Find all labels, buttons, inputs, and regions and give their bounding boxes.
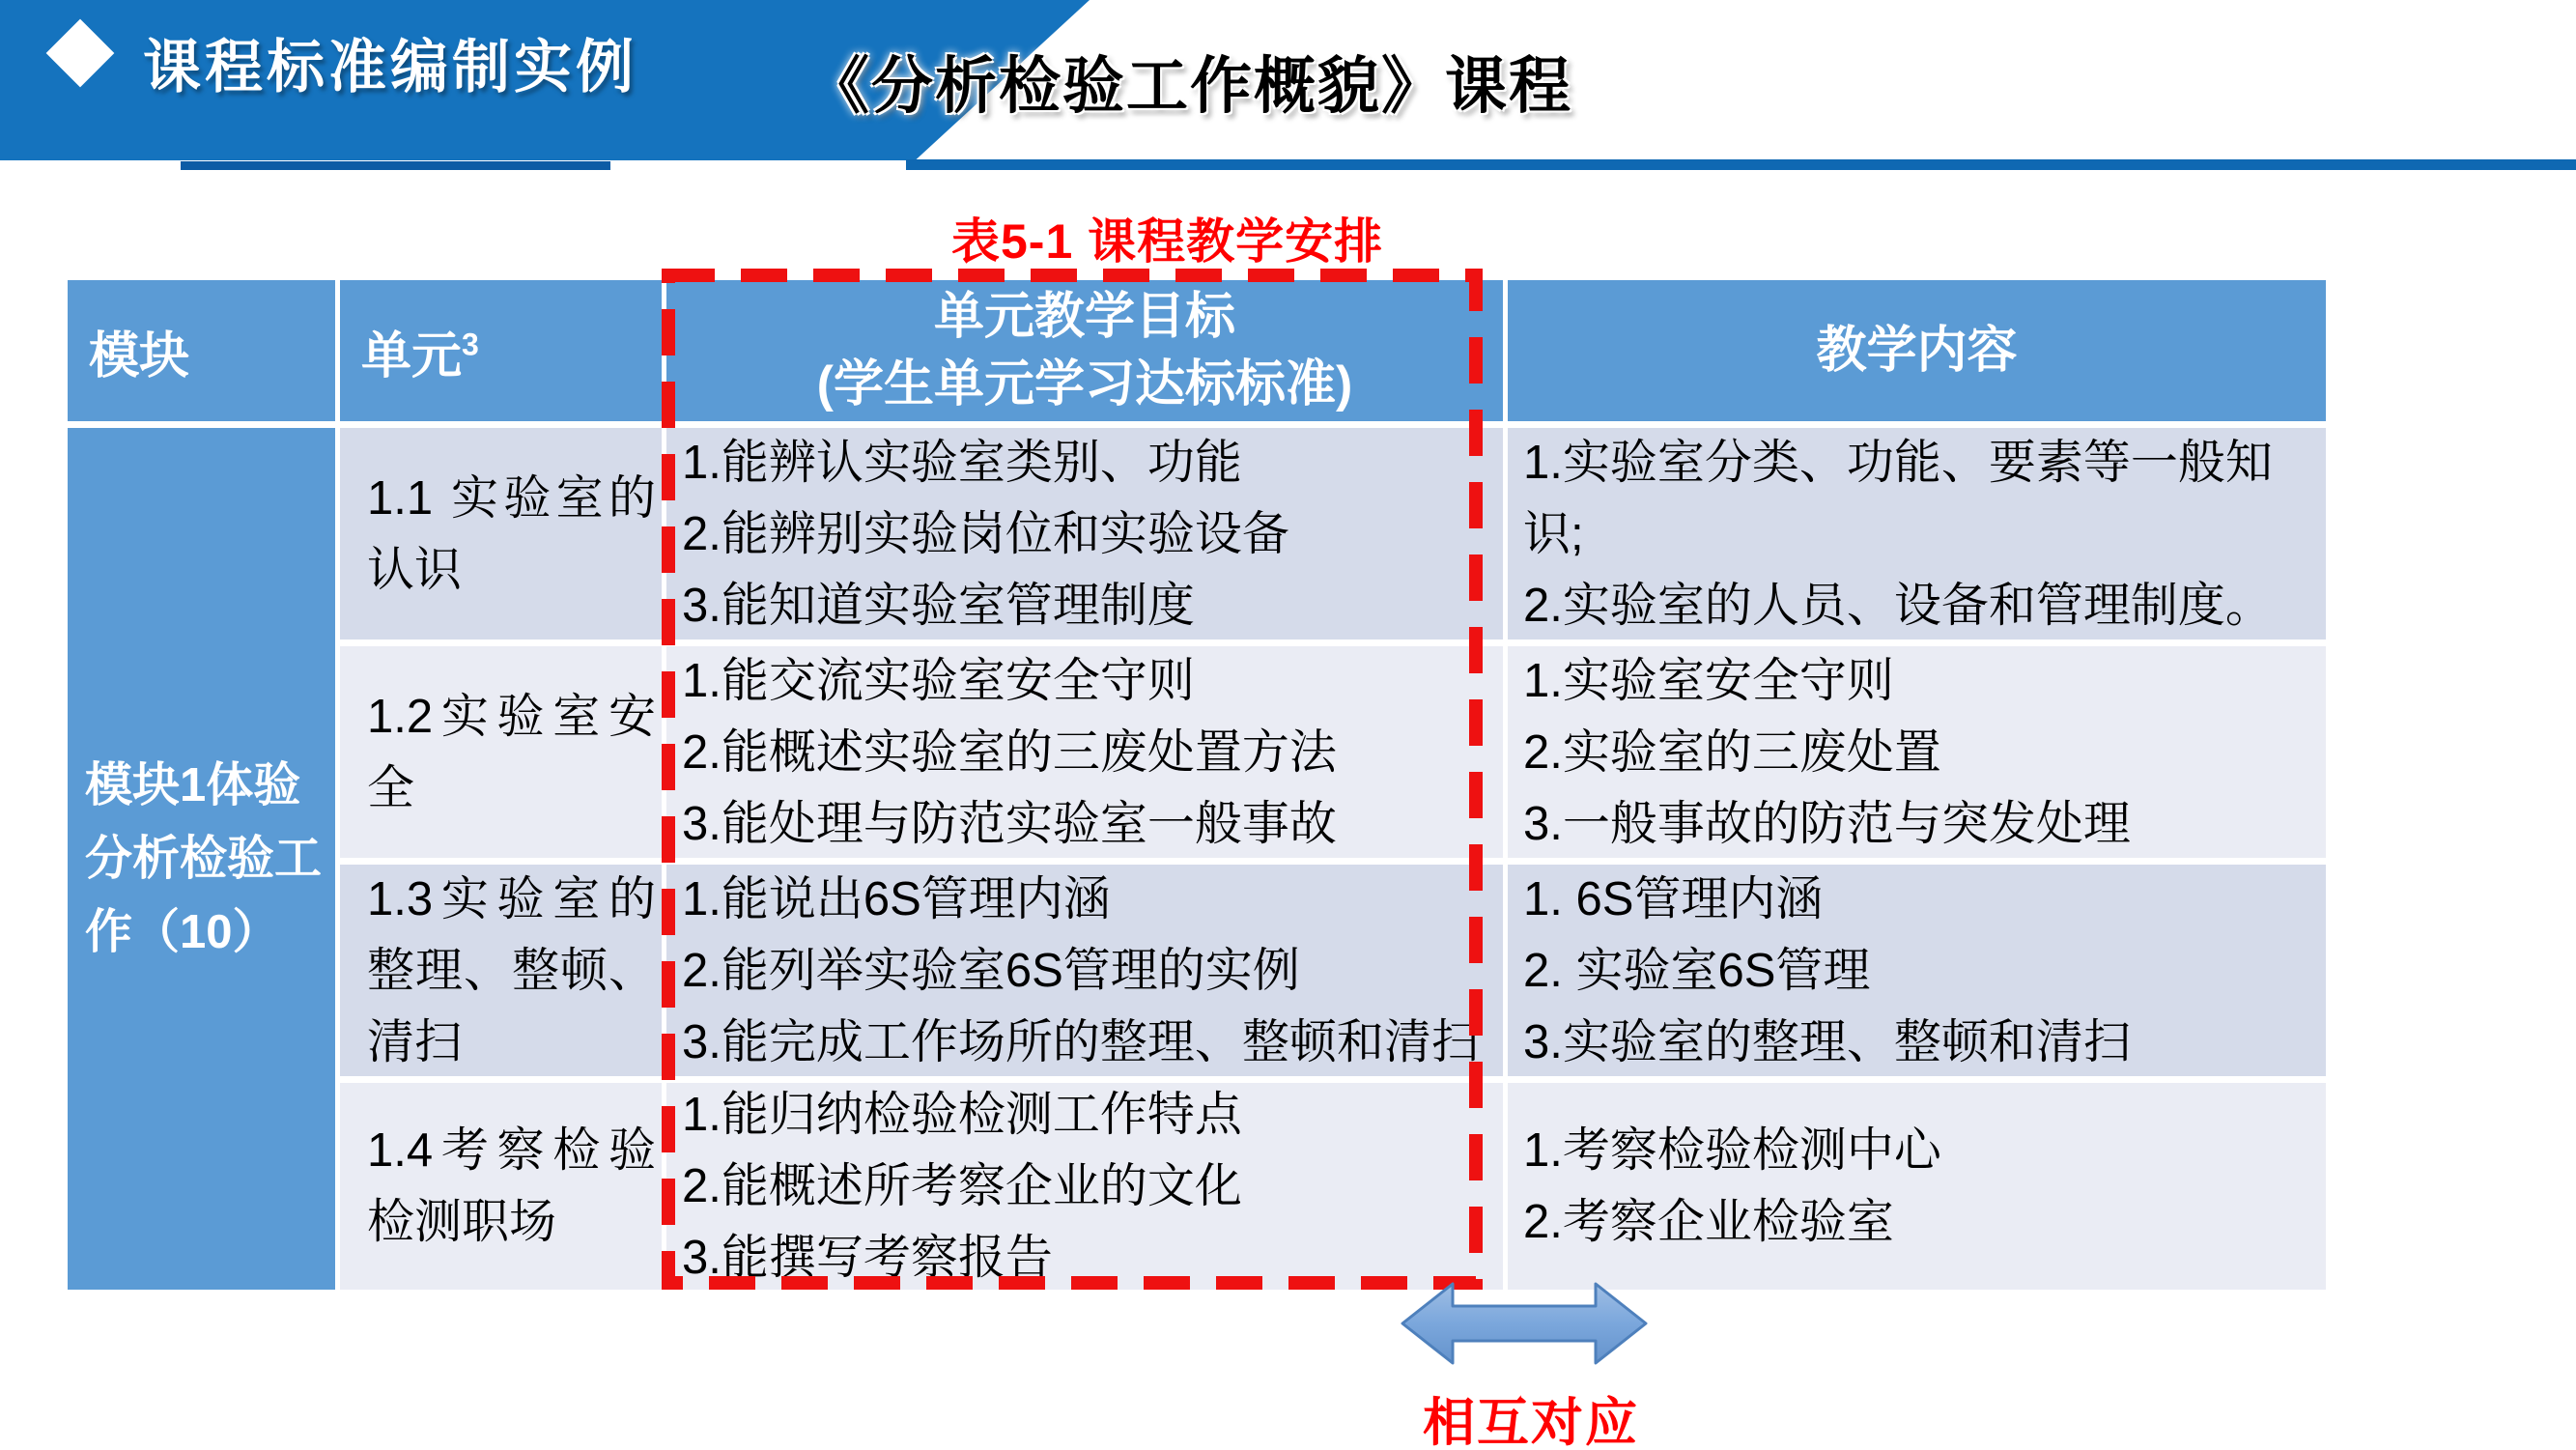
col-header-module-label: 模块 xyxy=(89,327,190,384)
objective-item: 1.能说出6S管理内涵 xyxy=(682,872,1111,925)
objective-item: 2.能概述实验室的三废处置方法 xyxy=(682,725,1337,779)
table-row-2-content xyxy=(1508,646,2326,858)
objective-item: 1.能辨认实验室类别、功能 xyxy=(682,436,1242,489)
col-header-unit xyxy=(340,280,662,421)
col-header-content xyxy=(1508,280,2326,421)
header-rule xyxy=(906,159,2576,170)
col-header-objectives-line2: (学生单元学习达标标准) xyxy=(816,356,1353,412)
table-row-4-content xyxy=(1508,1083,2326,1290)
page-title: 课程标准编制实例 xyxy=(143,35,637,100)
content-item: 2.实验室的三废处置 xyxy=(1523,725,1941,779)
course-title: 《分析检验工作概貌》课程 xyxy=(807,51,1572,121)
objective-item: 1.能归纳检验检测工作特点 xyxy=(682,1089,1242,1141)
table-row-1-objectives xyxy=(666,428,1503,640)
content-item: 1. 6S管理内涵 xyxy=(1523,872,1824,925)
col-header-objectives-line1: 单元教学目标 xyxy=(933,289,1235,345)
objective-item: 3.能撰写考察报告 xyxy=(682,1232,1053,1284)
unit-label: 1.2实验室安全 xyxy=(367,690,656,814)
unit-label: 1.4考察检验检测职场 xyxy=(367,1124,656,1248)
objective-item: 3.能处理与防范实验室一般事故 xyxy=(682,797,1337,850)
table-row-1-content xyxy=(1508,428,2326,640)
content-item: 1.实验室安全守则 xyxy=(1523,654,1894,707)
table-caption: 表5-1 课程教学安排 xyxy=(951,214,1384,269)
table-row-3-content xyxy=(1508,865,2326,1076)
footnote-marker: 3 xyxy=(462,327,479,362)
table-row-3-unit xyxy=(340,865,662,1076)
table-row-2-unit xyxy=(340,646,662,858)
content-item: 3.实验室的整理、整顿和清扫 xyxy=(1523,1015,2131,1068)
content-item: 2.实验室的人员、设备和管理制度。 xyxy=(1523,579,2273,632)
objective-item: 2.能列举实验室6S管理的实例 xyxy=(682,944,1300,997)
content-item: 2. 实验室6S管理 xyxy=(1523,944,1871,997)
content-item: 3.一般事故的防范与突发处理 xyxy=(1523,797,2131,850)
unit-label: 1.1 实验室的认识 xyxy=(367,471,656,596)
annotation-label: 相互对应 xyxy=(1423,1394,1639,1450)
table-row-4-unit xyxy=(340,1083,662,1290)
col-header-content-label: 教学内容 xyxy=(1816,323,2018,379)
banner-underline xyxy=(181,161,610,170)
objective-item: 3.能完成工作场所的整理、整顿和清扫 xyxy=(682,1015,1479,1068)
module-merged-cell xyxy=(68,428,335,1290)
unit-label: 1.3实验室的整理、整顿、清扫 xyxy=(367,872,656,1068)
module-merged-cell-text: 模块1体验分析检验工作（10） xyxy=(85,759,323,958)
content-item: 2.考察企业检验室 xyxy=(1523,1196,1894,1248)
col-header-unit-label: 单元$^3$ xyxy=(361,327,479,384)
table-row-1-unit xyxy=(340,428,662,640)
objective-item: 2.能概述所考察企业的文化 xyxy=(682,1160,1242,1212)
col-header-objectives xyxy=(666,280,1503,421)
table-row-2-objectives xyxy=(666,646,1503,858)
table-row-3-objectives xyxy=(666,865,1503,1076)
table-row-4-objectives xyxy=(666,1083,1503,1290)
col-header-module xyxy=(68,280,335,421)
objective-item: 1.能交流实验室安全守则 xyxy=(682,654,1195,707)
objective-item: 3.能知道实验室管理制度 xyxy=(682,579,1195,632)
content-item: 1.实验室分类、功能、要素等一般知识; xyxy=(1523,436,2273,560)
content-item: 1.考察检验检测中心 xyxy=(1523,1124,1941,1177)
objective-item: 2.能辨别实验岗位和实验设备 xyxy=(682,507,1289,560)
